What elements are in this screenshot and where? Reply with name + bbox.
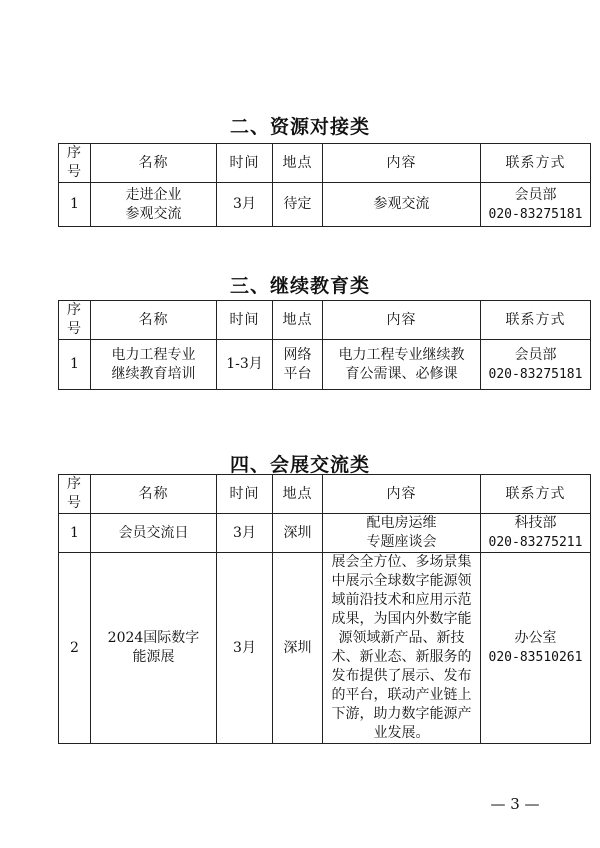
section-title-exhibition-exchange: 四、会展交流类 xyxy=(229,454,370,476)
contact-phone: 020-83275181 xyxy=(488,206,583,222)
table-header-row xyxy=(59,475,591,514)
cell-no: 1 xyxy=(59,183,91,227)
header-content: 内容 xyxy=(323,144,481,183)
table-row xyxy=(59,340,591,390)
cell-no: 1 xyxy=(59,340,91,390)
table-header-row xyxy=(59,301,591,340)
header-name: 名称 xyxy=(91,475,217,514)
table-header-row xyxy=(59,144,591,183)
header-name: 名称 xyxy=(91,144,217,183)
cell-time: 3月 xyxy=(217,514,273,553)
cell-contact xyxy=(481,183,591,227)
cell-place: 深圳 xyxy=(273,553,323,744)
cell-content: 配电房运维 专题座谈会 xyxy=(323,514,481,553)
header-time: 时间 xyxy=(217,475,273,514)
cell-content: 参观交流 xyxy=(323,183,481,227)
cell-name: 走进企业 参观交流 xyxy=(91,183,217,227)
section-title-resource-matching: 二、资源对接类 xyxy=(229,116,370,138)
table-continuing-education xyxy=(58,300,591,390)
header-place: 地点 xyxy=(273,301,323,340)
cell-contact xyxy=(481,514,591,553)
cell-contact xyxy=(481,340,591,390)
cell-name: 会员交流日 xyxy=(91,514,217,553)
contact-phone: 020-83275211 xyxy=(488,535,583,550)
header-content: 内容 xyxy=(323,475,481,514)
page-number: — 3 — xyxy=(490,795,540,813)
cell-place: 待定 xyxy=(273,183,323,227)
cell-name: 2024国际数字 能源展 xyxy=(91,553,217,744)
table-resource-matching xyxy=(58,143,591,227)
contact-phone: 020-83510261 xyxy=(488,650,583,665)
header-name: 名称 xyxy=(91,301,217,340)
header-contact: 联系方式 xyxy=(481,144,591,183)
cell-contact xyxy=(481,553,591,744)
header-place: 地点 xyxy=(273,475,323,514)
header-place: 地点 xyxy=(273,144,323,183)
contact-department: 会员部 xyxy=(514,346,557,363)
header-no: 序号 xyxy=(59,475,91,514)
contact-department: 会员部 xyxy=(514,186,557,203)
header-time: 时间 xyxy=(217,301,273,340)
header-no: 序号 xyxy=(59,144,91,183)
table-row xyxy=(59,183,591,227)
cell-name: 电力工程专业 继续教育培训 xyxy=(91,340,217,390)
cell-no: 2 xyxy=(59,553,91,744)
table-row xyxy=(59,553,591,744)
cell-time: 3月 xyxy=(217,183,273,227)
header-contact: 联系方式 xyxy=(481,301,591,340)
section-title-continuing-education: 三、继续教育类 xyxy=(229,275,370,297)
header-time: 时间 xyxy=(217,144,273,183)
contact-department: 办公室 xyxy=(514,630,557,646)
cell-no: 1 xyxy=(59,514,91,553)
cell-content: 电力工程专业继续教 育公需课、必修课 xyxy=(323,340,481,390)
table-exhibition-exchange xyxy=(58,474,591,744)
contact-department: 科技部 xyxy=(514,515,557,531)
cell-time: 1-3月 xyxy=(217,340,273,390)
contact-phone: 020-83275181 xyxy=(488,366,583,382)
cell-time: 3月 xyxy=(217,553,273,744)
header-no: 序号 xyxy=(59,301,91,340)
header-content: 内容 xyxy=(323,301,481,340)
table-row xyxy=(59,514,591,553)
cell-place: 深圳 xyxy=(273,514,323,553)
cell-place: 网络 平台 xyxy=(273,340,323,390)
header-contact: 联系方式 xyxy=(481,475,591,514)
cell-content: 展会全方位、多场景集中展示全球数字能源领域前沿技术和应用示范成果，为国内外数字能源领域新产品、新技术、新业态、新服务的发布提供了展示、发布的平台，联动产业链上下游，助力数字能源产业发展。 xyxy=(323,553,481,744)
